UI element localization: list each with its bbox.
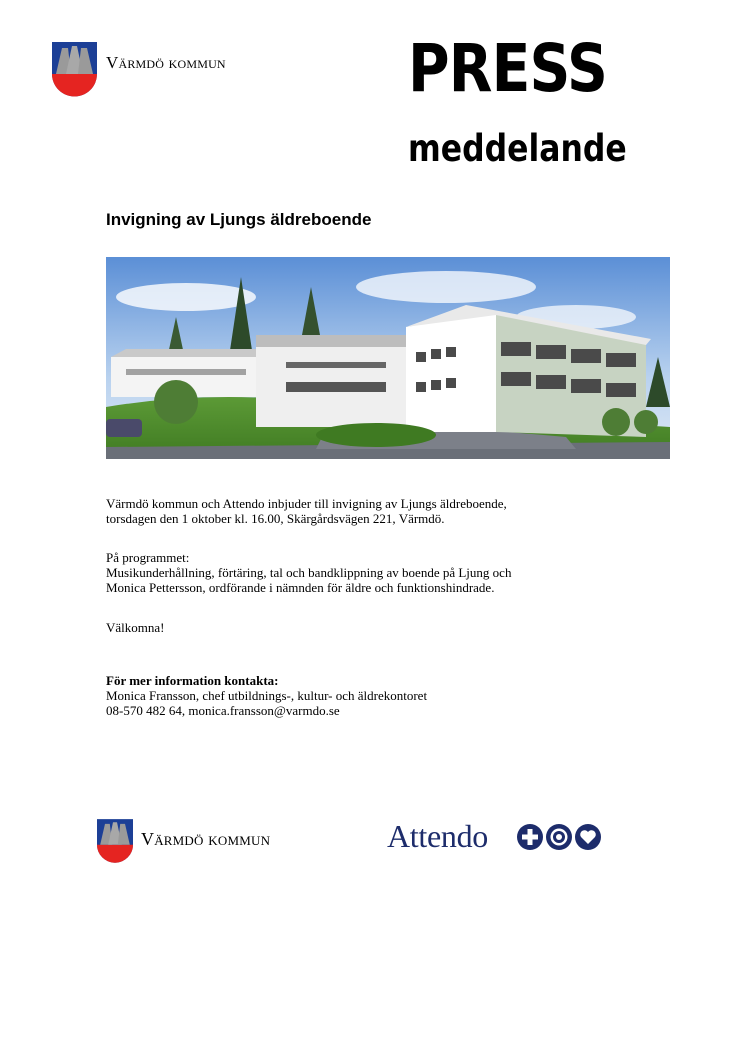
press-title: PRESS: [408, 30, 607, 107]
footer-org-name: Värmdö kommun: [141, 829, 271, 849]
contact-line-1: Monica Fransson, chef utbildnings-, kultur- och äldrekontoret: [106, 688, 428, 703]
article-headline: Invigning av Ljungs äldreboende: [106, 210, 372, 229]
program-label: På programmet:: [106, 550, 190, 565]
building-photo: [106, 257, 670, 459]
contact-heading: För mer information kontakta:: [106, 673, 279, 688]
attendo-target-icon: [546, 824, 572, 850]
welcome-text: Välkomna!: [106, 620, 165, 635]
varmdo-shield-icon: [52, 42, 97, 98]
attendo-heart-icon: [575, 824, 601, 850]
attendo-symbols: [516, 823, 602, 851]
invitation-line-2: torsdagen den 1 oktober kl. 16.00, Skärgårdsvägen 221, Värmdö.: [106, 511, 445, 526]
attendo-plus-icon: [517, 824, 543, 850]
press-subtitle: meddelande: [408, 127, 627, 170]
program-line-2: Monica Pettersson, ordförande i nämnden för äldre och funktionshindrade.: [106, 580, 495, 595]
attendo-logo-text: Attendo: [387, 818, 488, 854]
org-name: Värmdö kommun: [106, 53, 226, 72]
program-line-1: Musikunderhållning, förtäring, tal och bandklippning av boende på Ljung och: [106, 565, 512, 580]
contact-line-2: 08-570 482 64, monica.fransson@varmdo.se: [106, 703, 340, 718]
invitation-line-1: Värmdö kommun och Attendo inbjuder till invigning av Ljungs äldreboende,: [106, 496, 507, 511]
varmdo-shield-icon: [97, 819, 133, 864]
program-paragraph: [106, 550, 666, 595]
invitation-paragraph: [106, 496, 666, 526]
contact-block: [106, 673, 666, 718]
